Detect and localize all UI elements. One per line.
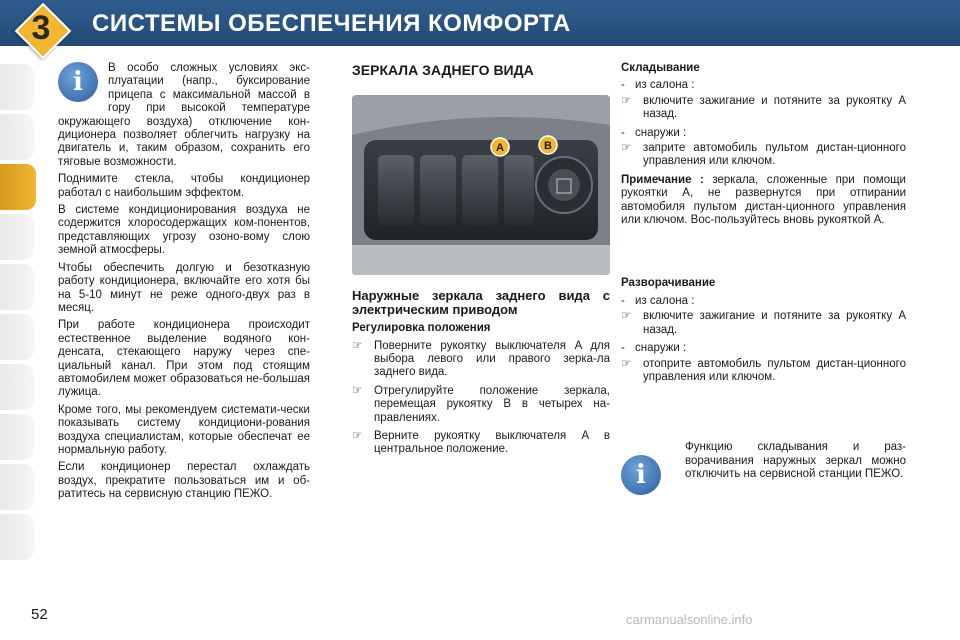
list-item-text: Верните рукоятку выключателя A в центральное положение. (374, 430, 610, 456)
column-middle (352, 62, 610, 462)
paragraph: При работе кондиционера происходит естественное выделение водяного кон-денсата, стекающего наружу через спе-циальный канал. При этом под стоящим автомобилем может образоваться не-большая лужица. (58, 319, 310, 399)
list-item-text: Отрегулируйте положение зеркала, перемещая рукоятку B в четырех на-правлениях. (374, 384, 610, 424)
paragraph: Чтобы обеспечить долгую и безотказную работу кондиционера, включайте его хотя бы на 5-10 минут не реже одного-двух раз в месяц. (58, 261, 310, 314)
list-item-text: отоприте автомобиль пультом дистан-ционного управления или ключом. (643, 357, 906, 383)
bullet-icon: ☞ (352, 430, 363, 443)
side-tab[interactable] (0, 214, 34, 260)
watermark: carmanualsonline.info (626, 612, 753, 627)
mirror-switch-photo (352, 95, 610, 275)
bullet-icon: ☞ (621, 142, 632, 155)
column-left (58, 62, 310, 506)
side-tab[interactable] (0, 114, 34, 160)
side-tab[interactable] (0, 414, 34, 460)
side-tab-active[interactable] (0, 164, 36, 210)
photo-label-a: A (496, 142, 504, 155)
list-item-text: снаружи : (635, 126, 687, 139)
column-right (621, 62, 906, 495)
note-label: Примечание : (621, 173, 704, 186)
chapter-number: 3 (31, 9, 51, 47)
list-item-text: Поверните рукоятку выключателя A для выбора левого или правого зерка-ла заднего вида. (374, 339, 610, 379)
list-item-text: из салона : (635, 294, 695, 307)
list-item (621, 95, 906, 122)
list-item-text: включите зажигание и потяните за рукоятку A назад. (643, 310, 906, 336)
unfold-heading: Разворачивание (621, 277, 716, 290)
list-item (621, 358, 906, 385)
paragraph: Если кондиционер перестал охлаждать воздух, прекратите пользоваться им и об-ратитесь на сервисную станцию ПЕЖО. (58, 461, 310, 501)
chapter-title: СИСТЕМЫ ОБЕСПЕЧЕНИЯ КОМФОРТА (92, 10, 571, 37)
chapter-badge (14, 2, 68, 56)
list-item-text: снаружи : (635, 342, 687, 355)
bullet-icon: ☞ (352, 384, 363, 397)
info-icon: i (58, 62, 98, 102)
list-item-text: заприте автомобиль пультом дистан-ционного управления или ключом. (643, 142, 906, 168)
paragraph: В системе кондиционирования воздуха не содержится хлоросодержащих ком-понентов, представляющих угрозу озоно-вому слою земной атмосферы. (58, 204, 310, 257)
mirror-control-illustration (352, 95, 610, 275)
info-note (621, 441, 906, 495)
list-item-text: из салона : (635, 79, 695, 92)
list-item: - из салона : (621, 294, 695, 307)
paragraph: Поднимите стекла, чтобы кондиционер работал с наибольшим эффектом. (58, 173, 310, 199)
section-title: ЗЕРКАЛА ЗАДНЕГО ВИДА (352, 62, 534, 78)
list-item: - снаружи : (621, 126, 687, 139)
photo-label-b: B (544, 140, 552, 153)
list-item (352, 340, 610, 380)
list-item: - снаружи : (621, 342, 687, 355)
list-item: - из салона : (621, 79, 695, 92)
note-text: зеркала, сложенные при помощи рукоятки A, не развернутся при отпирании автомобиля пультом дистан-ционного управления или ключом. Вос-пользуйтесь вновь рукояткой A. (621, 173, 906, 227)
bullet-icon: ☞ (621, 94, 632, 107)
note (621, 174, 906, 228)
bullet-icon: ☞ (621, 357, 632, 370)
adjustment-heading: Регулировка положения (352, 322, 491, 335)
list-item-text: включите зажигание и потяните за рукоятку A назад. (643, 94, 906, 121)
bullet-icon: ☞ (352, 339, 363, 352)
side-tab[interactable] (0, 64, 34, 110)
list-item (621, 142, 906, 169)
page-number: 52 (31, 606, 48, 623)
side-tab[interactable] (0, 264, 34, 310)
list-item (352, 385, 610, 425)
side-tab[interactable] (0, 364, 34, 410)
paragraph: В особо сложных условиях экс-плуатации (напр., буксирование прицепа с максимальной массой в гору при высокой температуре окружающего воздуха) отключение кон-диционера позволяет облегчить нагрузку на двигатель и, таким образом, сохранить его тяговые возможности. (58, 62, 310, 168)
side-tab[interactable] (0, 314, 34, 360)
bullet-icon: ☞ (621, 310, 632, 323)
subsection-title: Наружные зеркала заднего вида с электрическим приводом (352, 288, 610, 317)
info-icon: i (621, 455, 661, 495)
side-tab[interactable] (0, 464, 34, 510)
list-item (621, 310, 906, 337)
fold-heading: Складывание (621, 62, 700, 74)
side-tab[interactable] (0, 514, 34, 560)
paragraph: Кроме того, мы рекомендуем системати-чески показывать систему кондициони-рования воздуха специалистам, которые обеспечат ее нормальную работу. (58, 403, 310, 456)
info-text: Функцию складывания и раз-ворачивания наружных зеркал можно отключить на сервисной станции ПЕЖО. (685, 441, 906, 481)
list-item (352, 430, 610, 457)
chapter-header (0, 0, 960, 46)
